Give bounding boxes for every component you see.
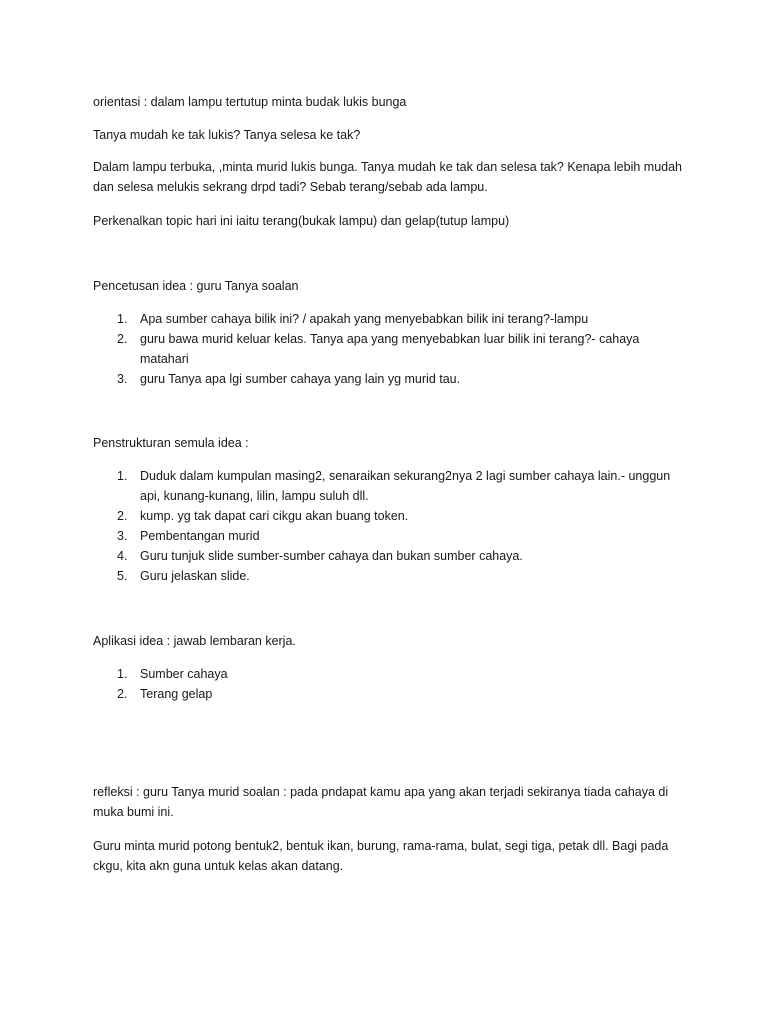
list-number: 1.	[117, 667, 128, 681]
list-item	[93, 664, 683, 684]
list-number: 1.	[117, 312, 128, 326]
orientasi-paragraph: orientasi : dalam lampu tertutup minta budak lukis bunga	[93, 95, 407, 109]
list-number: 5.	[117, 569, 128, 583]
list-item-text: guru bawa murid keluar kelas. Tanya apa yang menyebabkan luar bilik ini terang?- cahaya matahari	[140, 332, 640, 366]
refleksi-paragraph: refleksi : guru Tanya murid soalan : pada pndapat kamu apa yang akan terjadi sekiranya tiada cahaya di muka bumi ini.	[93, 785, 669, 819]
list-number: 2.	[117, 687, 128, 701]
list-item	[93, 369, 683, 389]
tanya-paragraph: Tanya mudah ke tak lukis? Tanya selesa ke tak?	[93, 128, 361, 142]
list-number: 4.	[117, 549, 128, 563]
pencetusan-list	[93, 309, 683, 389]
list-item-text: Pembentangan murid	[140, 529, 260, 543]
list-item	[93, 309, 683, 329]
lampu-terbuka-paragraph: Dalam lampu terbuka, ,minta murid lukis bunga. Tanya mudah ke tak dan selesa tak? Kenapa lebih mudah dan selesa melukis sekrang drpd tadi? Sebab terang/sebab ada lampu.	[93, 160, 683, 194]
list-item-text: Terang gelap	[140, 687, 213, 701]
perkenalkan-paragraph: Perkenalkan topic hari ini iaitu terang(bukak lampu) dan gelap(tutup lampu)	[93, 214, 510, 228]
aplikasi-heading: Aplikasi idea : jawab lembaran kerja.	[93, 634, 296, 648]
list-item	[93, 329, 683, 369]
list-number: 1.	[117, 469, 128, 483]
list-item	[93, 546, 683, 566]
list-item-text: Guru tunjuk slide sumber-sumber cahaya dan bukan sumber cahaya.	[140, 549, 523, 563]
list-number: 2.	[117, 509, 128, 523]
list-number: 3.	[117, 529, 128, 543]
list-number: 2.	[117, 332, 128, 346]
guru-minta-paragraph: Guru minta murid potong bentuk2, bentuk ikan, burung, rama-rama, bulat, segi tiga, petak dll. Bagi pada ckgu, kita akn guna untuk kelas akan datang.	[93, 839, 669, 873]
list-item-text: kump. yg tak dapat cari cikgu akan buang token.	[140, 509, 409, 523]
pencetusan-heading: Pencetusan idea : guru Tanya soalan	[93, 279, 299, 293]
list-item	[93, 684, 683, 704]
penstrukturan-heading: Penstrukturan semula idea :	[93, 436, 249, 450]
list-item-text: Apa sumber cahaya bilik ini? / apakah yang menyebabkan bilik ini terang?-lampu	[140, 312, 589, 326]
aplikasi-list	[93, 664, 683, 704]
list-number: 3.	[117, 372, 128, 386]
list-item	[93, 506, 683, 526]
list-item	[93, 466, 683, 506]
list-item	[93, 526, 683, 546]
list-item-text: Duduk dalam kumpulan masing2, senaraikan sekurang2nya 2 lagi sumber cahaya lain.- unggun api, kunang-kunang, lilin, lampu suluh dll.	[140, 469, 671, 503]
list-item	[93, 566, 683, 586]
penstrukturan-list	[93, 466, 683, 586]
list-item-text: guru Tanya apa lgi sumber cahaya yang lain yg murid tau.	[140, 372, 461, 386]
list-item-text: Sumber cahaya	[140, 667, 228, 681]
list-item-text: Guru jelaskan slide.	[140, 569, 250, 583]
